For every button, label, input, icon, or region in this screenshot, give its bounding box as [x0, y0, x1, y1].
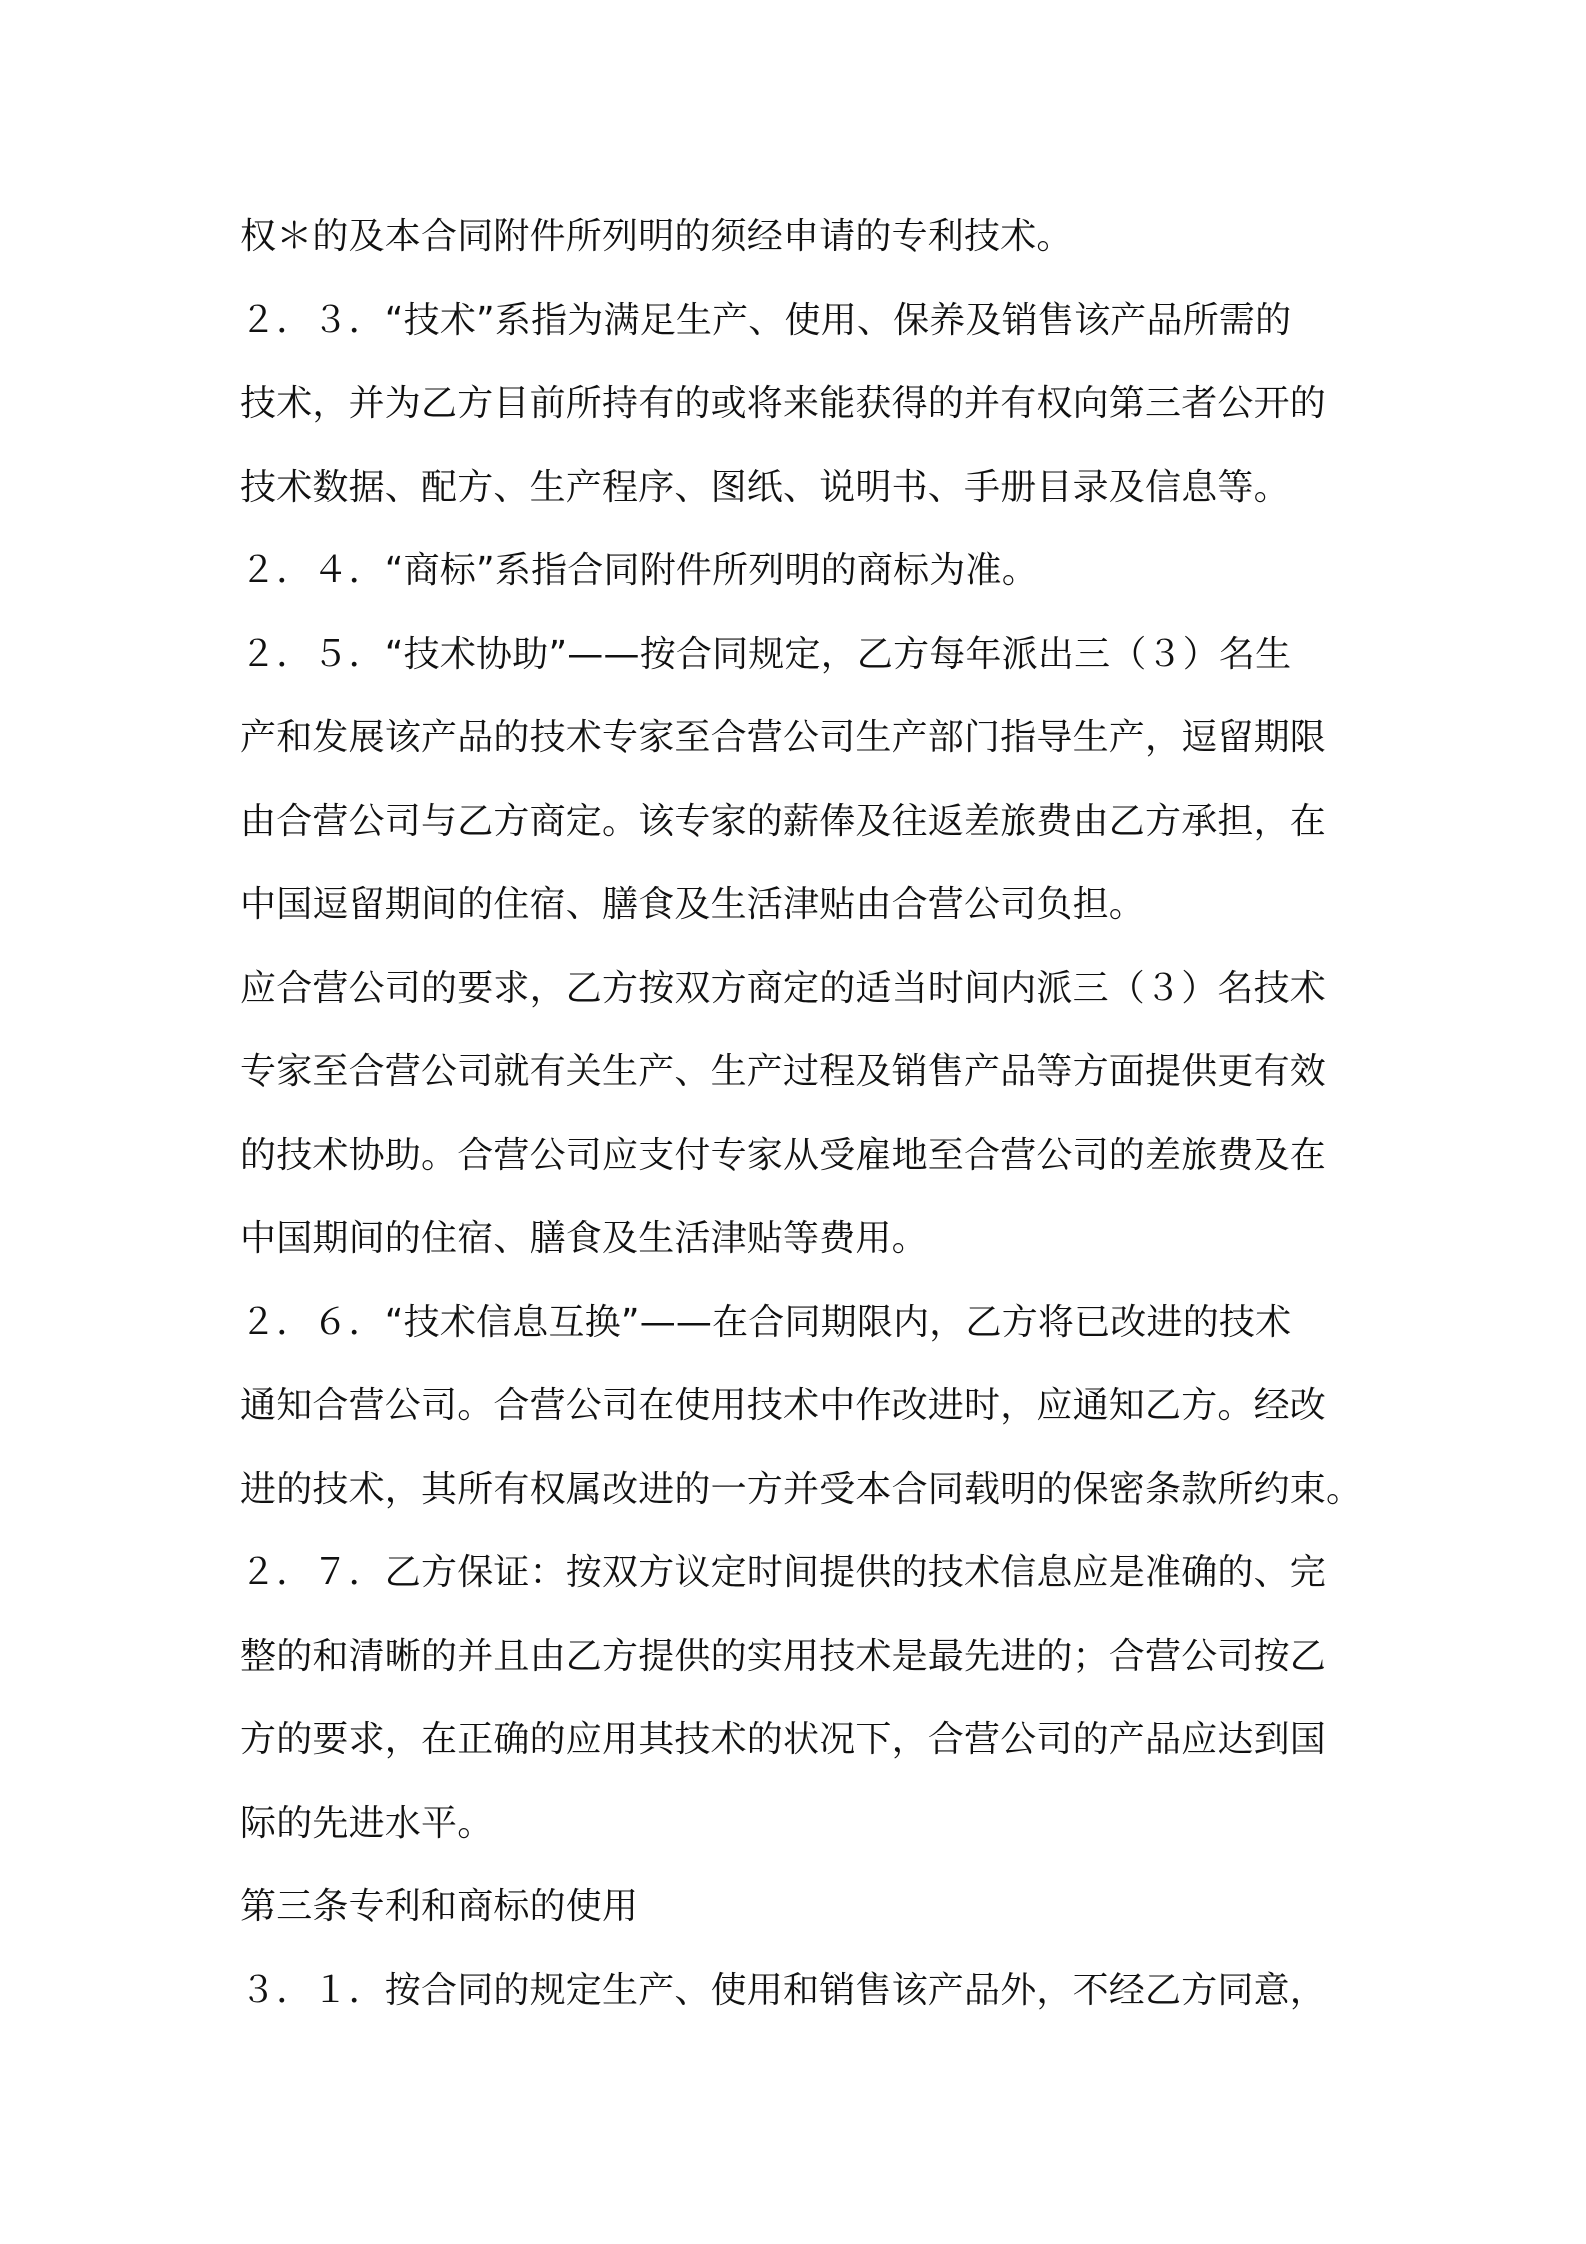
text-line: 应合营公司的要求，乙方按双方商定的适当时间内派三（３）名技术 [240, 967, 1327, 1009]
text-line: 中国逗留期间的住宿、膳食及生活津贴由合营公司负担。 [240, 884, 1146, 925]
text-line: ２．４．“商标”系指合同附件所列明的商标为准。 [240, 550, 1038, 591]
text-line: ２．５．“技术协助”——按合同规定，乙方每年派出三（３）名生 [240, 633, 1292, 675]
text-line: ３．１．按合同的规定生产、使用和销售该产品外，不经乙方同意， [240, 1969, 1327, 2011]
text-line: ２．６．“技术信息互换”——在合同期限内，乙方将已改进的技术 [240, 1301, 1292, 1343]
text-line: 的技术协助。合营公司应支付专家从受雇地至合营公司的差旅费及在 [240, 1134, 1327, 1176]
text-line: 整的和清晰的并且由乙方提供的实用技术是最先进的；合营公司按乙 [240, 1635, 1327, 1677]
text-line: 由合营公司与乙方商定。该专家的薪俸及往返差旅费由乙方承担，在 [240, 800, 1327, 842]
text-line: 权＊的及本合同附件所列明的须经申请的专利技术。 [240, 216, 1073, 257]
text-line: 际的先进水平。 [240, 1802, 494, 1844]
text-line: ２．７．乙方保证：按双方议定时间提供的技术信息应是准确的、完 [240, 1552, 1327, 1593]
text-line: 专家至合营公司就有关生产、生产过程及销售产品等方面提供更有效 [240, 1051, 1327, 1092]
text-line: 技术数据、配方、生产程序、图纸、说明书、手册目录及信息等。 [240, 466, 1290, 508]
text-line: 产和发展该产品的技术专家至合营公司生产部门指导生产，逗留期限 [240, 717, 1327, 758]
text-line: 中国期间的住宿、膳食及生活津贴等费用。 [240, 1218, 928, 1259]
text-line: 进的技术，其所有权属改进的一方并受本合同载明的保密条款所约束。 [240, 1468, 1363, 1510]
text-line: 方的要求，在正确的应用其技术的状况下，合营公司的产品应达到国 [240, 1719, 1327, 1760]
section-heading: 第三条专利和商标的使用 [240, 1886, 639, 1927]
text-line: ２．３．“技术”系指为满足生产、使用、保养及销售该产品所需的 [240, 299, 1292, 341]
document-body [240, 195, 1380, 2032]
text-line: 通知合营公司。合营公司在使用技术中作改进时，应通知乙方。经改 [240, 1385, 1327, 1426]
text-line: 技术，并为乙方目前所持有的或将来能获得的并有权向第三者公开的 [240, 383, 1327, 424]
